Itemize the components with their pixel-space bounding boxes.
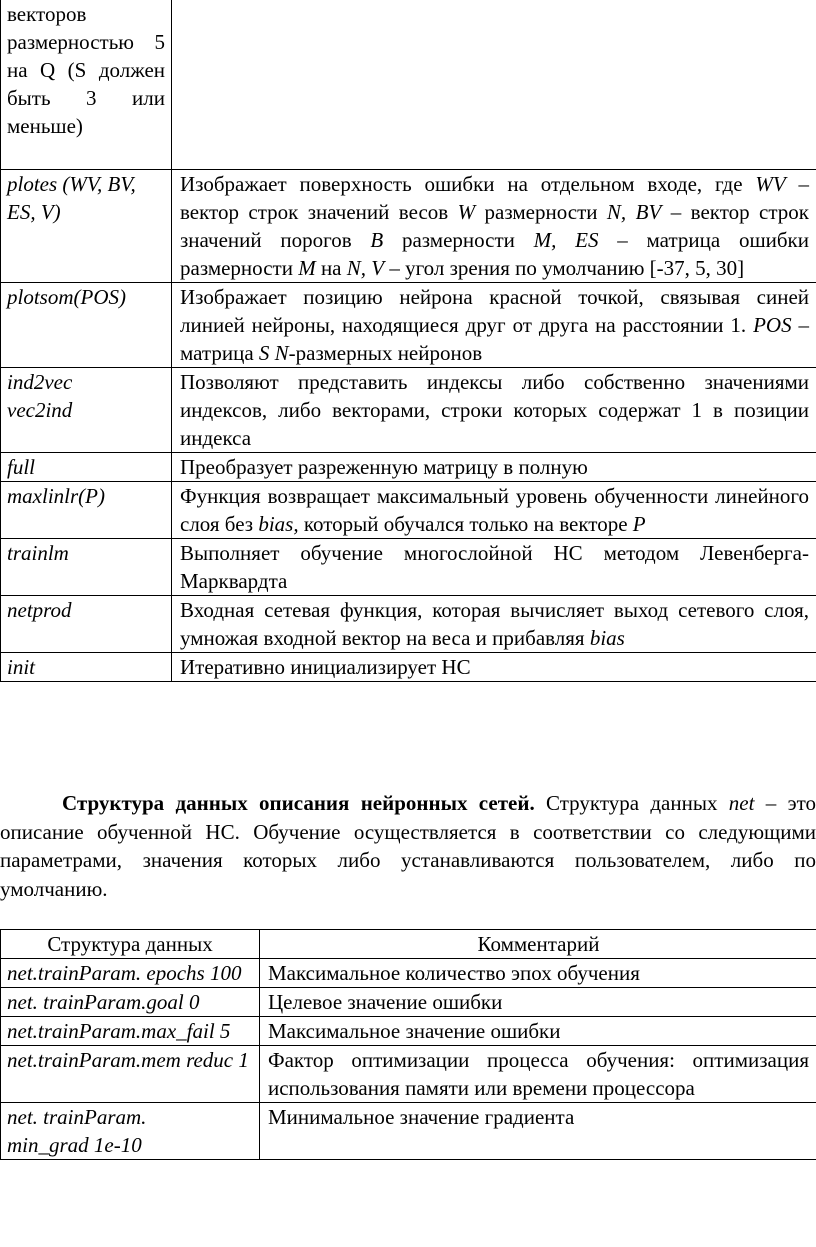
table-row bbox=[1, 283, 816, 368]
paragraph-heading: Структура данных описания нейронных сетей. bbox=[62, 791, 535, 815]
function-description bbox=[172, 0, 816, 170]
function-description: Изображает поверхность ошибки на отдельном входе, где WV – вектор строк значений весов W размерности N, BV – вектор строк значений порогов B размерности M, ES – матрица ошибки размерности M на N, V – угол зрения по умолчанию [-37, 5, 30] bbox=[172, 170, 816, 283]
table-row bbox=[1, 453, 816, 482]
table-row bbox=[1, 482, 816, 539]
table-row bbox=[1, 0, 816, 170]
parameter-comment: Фактор оптимизации процесса обучения: оптимизация использования памяти или времени процессора bbox=[260, 1046, 816, 1103]
table-row bbox=[1, 959, 816, 988]
parameter-comment: Минимальное значение градиента bbox=[260, 1103, 816, 1160]
parameter-comment: Максимальное значение ошибки bbox=[260, 1017, 816, 1046]
parameter-comment: Целевое значение ошибки bbox=[260, 988, 816, 1017]
function-description: Преобразует разреженную матрицу в полную bbox=[172, 453, 816, 482]
function-name: full bbox=[1, 453, 172, 482]
table-row bbox=[1, 988, 816, 1017]
function-description: Позволяют представить индексы либо собственно значениями индексов, либо векторами, строки которых содержат 1 в позиции индекса bbox=[172, 368, 816, 453]
parameter-name: net. trainParam.goal 0 bbox=[1, 988, 260, 1017]
function-description: Итеративно инициализирует НС bbox=[172, 653, 816, 682]
table-row bbox=[1, 539, 816, 596]
table-row bbox=[1, 1046, 816, 1103]
function-description: Изображает позицию нейрона красной точкой, связывая синей линией нейроны, находящиеся друг от друга на расстоянии 1. POS – матрица S N-размерных нейронов bbox=[172, 283, 816, 368]
function-description: Входная сетевая функция, которая вычисляет выход сетевого слоя, умножая входной вектор на веса и прибавляя bias bbox=[172, 596, 816, 653]
parameter-comment: Максимальное количество эпох обучения bbox=[260, 959, 816, 988]
table-header-row bbox=[1, 930, 816, 959]
table-row bbox=[1, 653, 816, 682]
table-row bbox=[1, 1017, 816, 1046]
column-header-comment: Комментарий bbox=[260, 930, 816, 959]
function-name: ind2vec vec2ind bbox=[1, 368, 172, 453]
parameter-name: net.trainParam. epochs 100 bbox=[1, 959, 260, 988]
table-row bbox=[1, 368, 816, 453]
parameter-name: net.trainParam.max_fail 5 bbox=[1, 1017, 260, 1046]
parameter-name: net.trainParam.mem reduc 1 bbox=[1, 1046, 260, 1103]
function-description: Выполняет обучение многослойной НС методом Левенберга-Марквардта bbox=[172, 539, 816, 596]
table-row bbox=[1, 1103, 816, 1160]
function-description: Функция возвращает максимальный уровень обученности линейного слоя без bias, который обучался только на векторе P bbox=[172, 482, 816, 539]
function-description-continued: векторов размерностью 5 на Q (S должен быть 3 или меньше) bbox=[1, 0, 172, 170]
function-name: init bbox=[1, 653, 172, 682]
column-header-structure: Структура данных bbox=[1, 930, 260, 959]
table-row bbox=[1, 596, 816, 653]
function-name: netprod bbox=[1, 596, 172, 653]
table-row bbox=[1, 170, 816, 283]
function-name: plotsom(POS) bbox=[1, 283, 172, 368]
function-name: trainlm bbox=[1, 539, 172, 596]
function-name: maxlinlr(P) bbox=[1, 482, 172, 539]
net-structure-table bbox=[0, 929, 816, 1160]
function-name: plotes (WV, BV, ES, V) bbox=[1, 170, 172, 283]
body-paragraph: Структура данных описания нейронных сетей. Структура данных net – это описание обученной НС. Обучение осуществляется в соответствии со следующими параметрами, значения которых либо устанавливаются пользователем, либо по умолчанию. bbox=[0, 791, 816, 901]
parameter-name: net. trainParam. min_grad 1e-10 bbox=[1, 1103, 260, 1160]
